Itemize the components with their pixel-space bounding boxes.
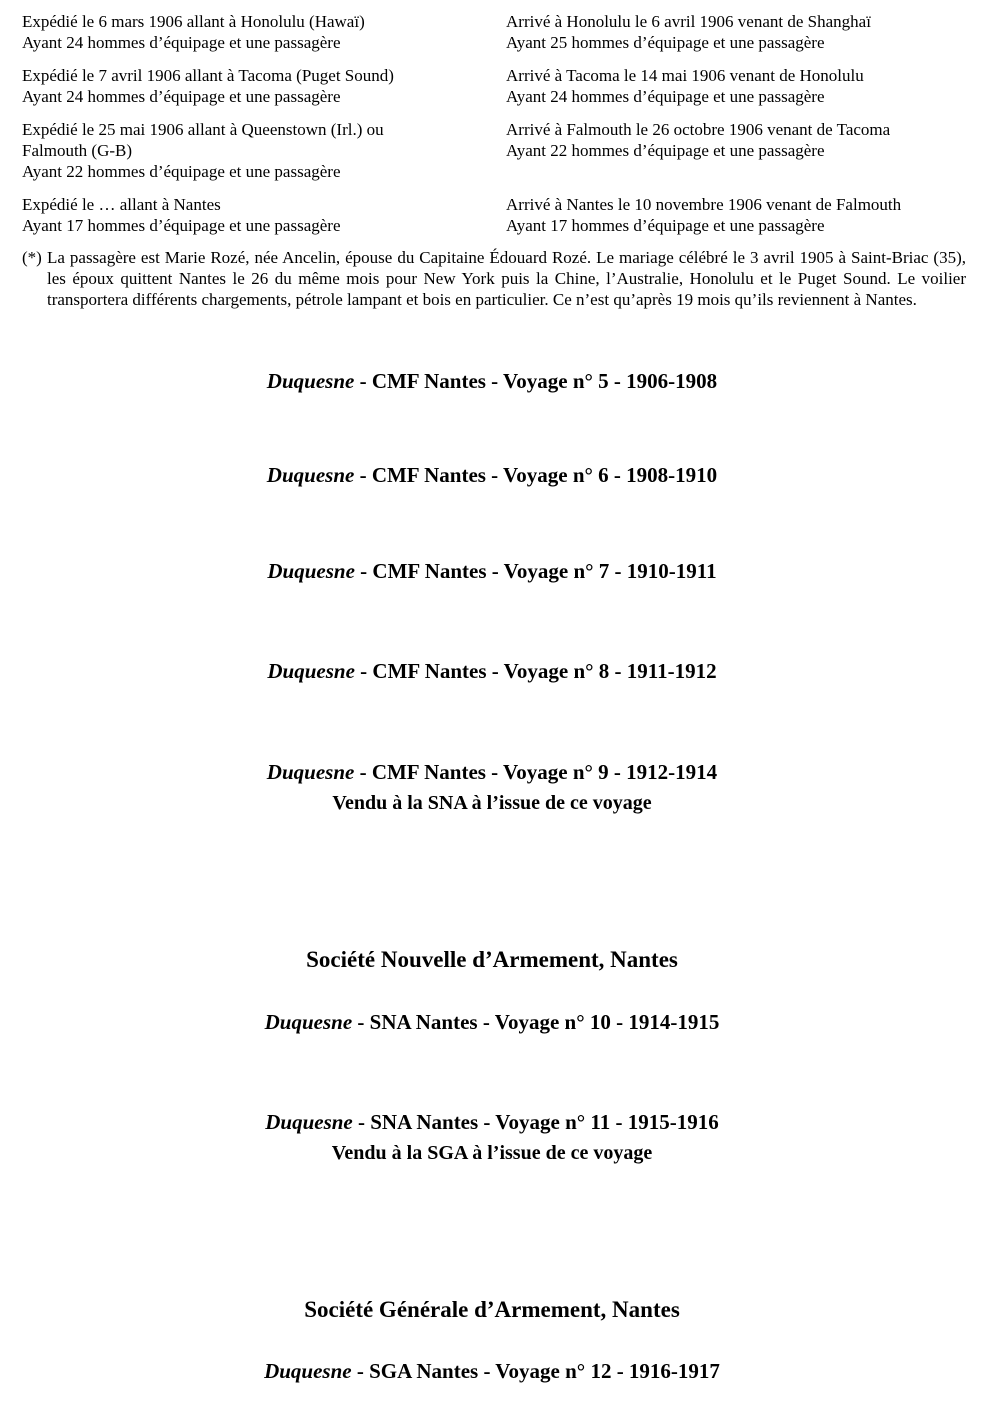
ship-name: Duquesne <box>266 760 355 784</box>
departure-entry <box>22 194 506 236</box>
departure-entry <box>22 65 506 107</box>
arrival-entry <box>506 194 982 236</box>
voyage-title: - CMF Nantes - Voyage n° 7 - 1910-1911 <box>354 559 717 583</box>
ship-name: Duquesne <box>267 659 355 683</box>
arrival-entry <box>506 11 982 53</box>
arrival-line: Arrivé à Tacoma le 14 mai 1906 venant de Honolulu <box>506 66 864 85</box>
arrival-entry <box>506 119 982 182</box>
crew-line: Ayant 17 hommes d’équipage et une passagère <box>506 216 825 235</box>
ship-name: Duquesne <box>264 1359 352 1383</box>
departure-line-cont: Falmouth (G-B) <box>22 141 133 160</box>
arrival-entry <box>506 65 982 107</box>
voyage-heading <box>0 557 984 585</box>
voyage-heading <box>0 657 984 685</box>
footnote-text: La passagère est Marie Rozé, née Ancelin, épouse du Capitaine Édouard Rozé. Le mariage célébré le 3 avril 1905 à Saint-Briac (35), les époux quittent Nantes le 26 du même mois pour New York puis la Chine, l’Australie, Honolulu et le Puget Sound. Le voilier transportera différents chargements, pétrole lampant et bois en particulier. Ce n’est qu’après 19 mois qu’ils reviennent à Nantes. <box>47 248 966 309</box>
voyage-title: - SNA Nantes - Voyage n° 11 - 1915-1916 <box>352 1110 719 1134</box>
voyage-title: - CMF Nantes - Voyage n° 8 - 1911-1912 <box>354 659 717 683</box>
departure-line: Expédié le … allant à Nantes <box>22 195 221 214</box>
movement-row <box>22 65 982 107</box>
voyage-title: - SGA Nantes - Voyage n° 12 - 1916-1917 <box>351 1359 720 1383</box>
passenger-footnote <box>22 247 966 310</box>
crew-line: Ayant 25 hommes d’équipage et une passagère <box>506 33 825 52</box>
arrival-line: Arrivé à Honolulu le 6 avril 1906 venant de Shanghaï <box>506 12 871 31</box>
arrival-line: Arrivé à Falmouth le 26 octobre 1906 venant de Tacoma <box>506 120 891 139</box>
departure-line: Expédié le 6 mars 1906 allant à Honolulu (Hawaï) <box>22 12 365 31</box>
crew-line: Ayant 17 hommes d’équipage et une passagère <box>22 216 341 235</box>
sale-note: Vendu à la SNA à l’issue de ce voyage <box>332 792 652 814</box>
ship-name: Duquesne <box>264 1010 353 1034</box>
departure-line: Expédié le 25 mai 1906 allant à Queenstown (Irl.) ou <box>22 120 384 139</box>
voyage-title: - SNA Nantes - Voyage n° 10 - 1914-1915 <box>352 1010 720 1034</box>
movement-row <box>22 11 982 53</box>
departure-entry <box>22 11 506 53</box>
crew-line: Ayant 24 hommes d’équipage et une passagère <box>22 33 341 52</box>
voyage-title: - CMF Nantes - Voyage n° 5 - 1906-1908 <box>354 369 718 393</box>
voyage-heading <box>0 1108 984 1136</box>
crew-line: Ayant 22 hommes d’équipage et une passagère <box>22 162 341 181</box>
ship-name: Duquesne <box>266 369 355 393</box>
departure-entry <box>22 119 506 182</box>
voyage-heading <box>0 1008 984 1036</box>
company-heading: Société Nouvelle d’Armement, Nantes <box>306 947 678 972</box>
voyage-heading <box>0 758 984 786</box>
movement-row <box>22 194 982 236</box>
voyage-heading <box>0 461 984 489</box>
arrival-line: Arrivé à Nantes le 10 novembre 1906 venant de Falmouth <box>506 195 902 214</box>
sale-note: Vendu à la SGA à l’issue de ce voyage <box>331 1142 653 1164</box>
crew-line: Ayant 24 hommes d’équipage et une passagère <box>506 87 825 106</box>
voyage-heading <box>0 1357 984 1385</box>
ship-name: Duquesne <box>266 463 355 487</box>
voyage-heading <box>0 367 984 395</box>
ship-name: Duquesne <box>265 1110 353 1134</box>
footnote-marker: (*) <box>22 248 42 267</box>
ship-name: Duquesne <box>267 559 355 583</box>
movement-row <box>22 119 982 182</box>
voyage-title: - CMF Nantes - Voyage n° 6 - 1908-1910 <box>354 463 718 487</box>
crew-line: Ayant 24 hommes d’équipage et une passagère <box>22 87 341 106</box>
company-heading: Société Générale d’Armement, Nantes <box>304 1297 680 1322</box>
crew-line: Ayant 22 hommes d’équipage et une passagère <box>506 141 825 160</box>
departure-line: Expédié le 7 avril 1906 allant à Tacoma (Puget Sound) <box>22 66 394 85</box>
voyage-title: - CMF Nantes - Voyage n° 9 - 1912-1914 <box>354 760 718 784</box>
